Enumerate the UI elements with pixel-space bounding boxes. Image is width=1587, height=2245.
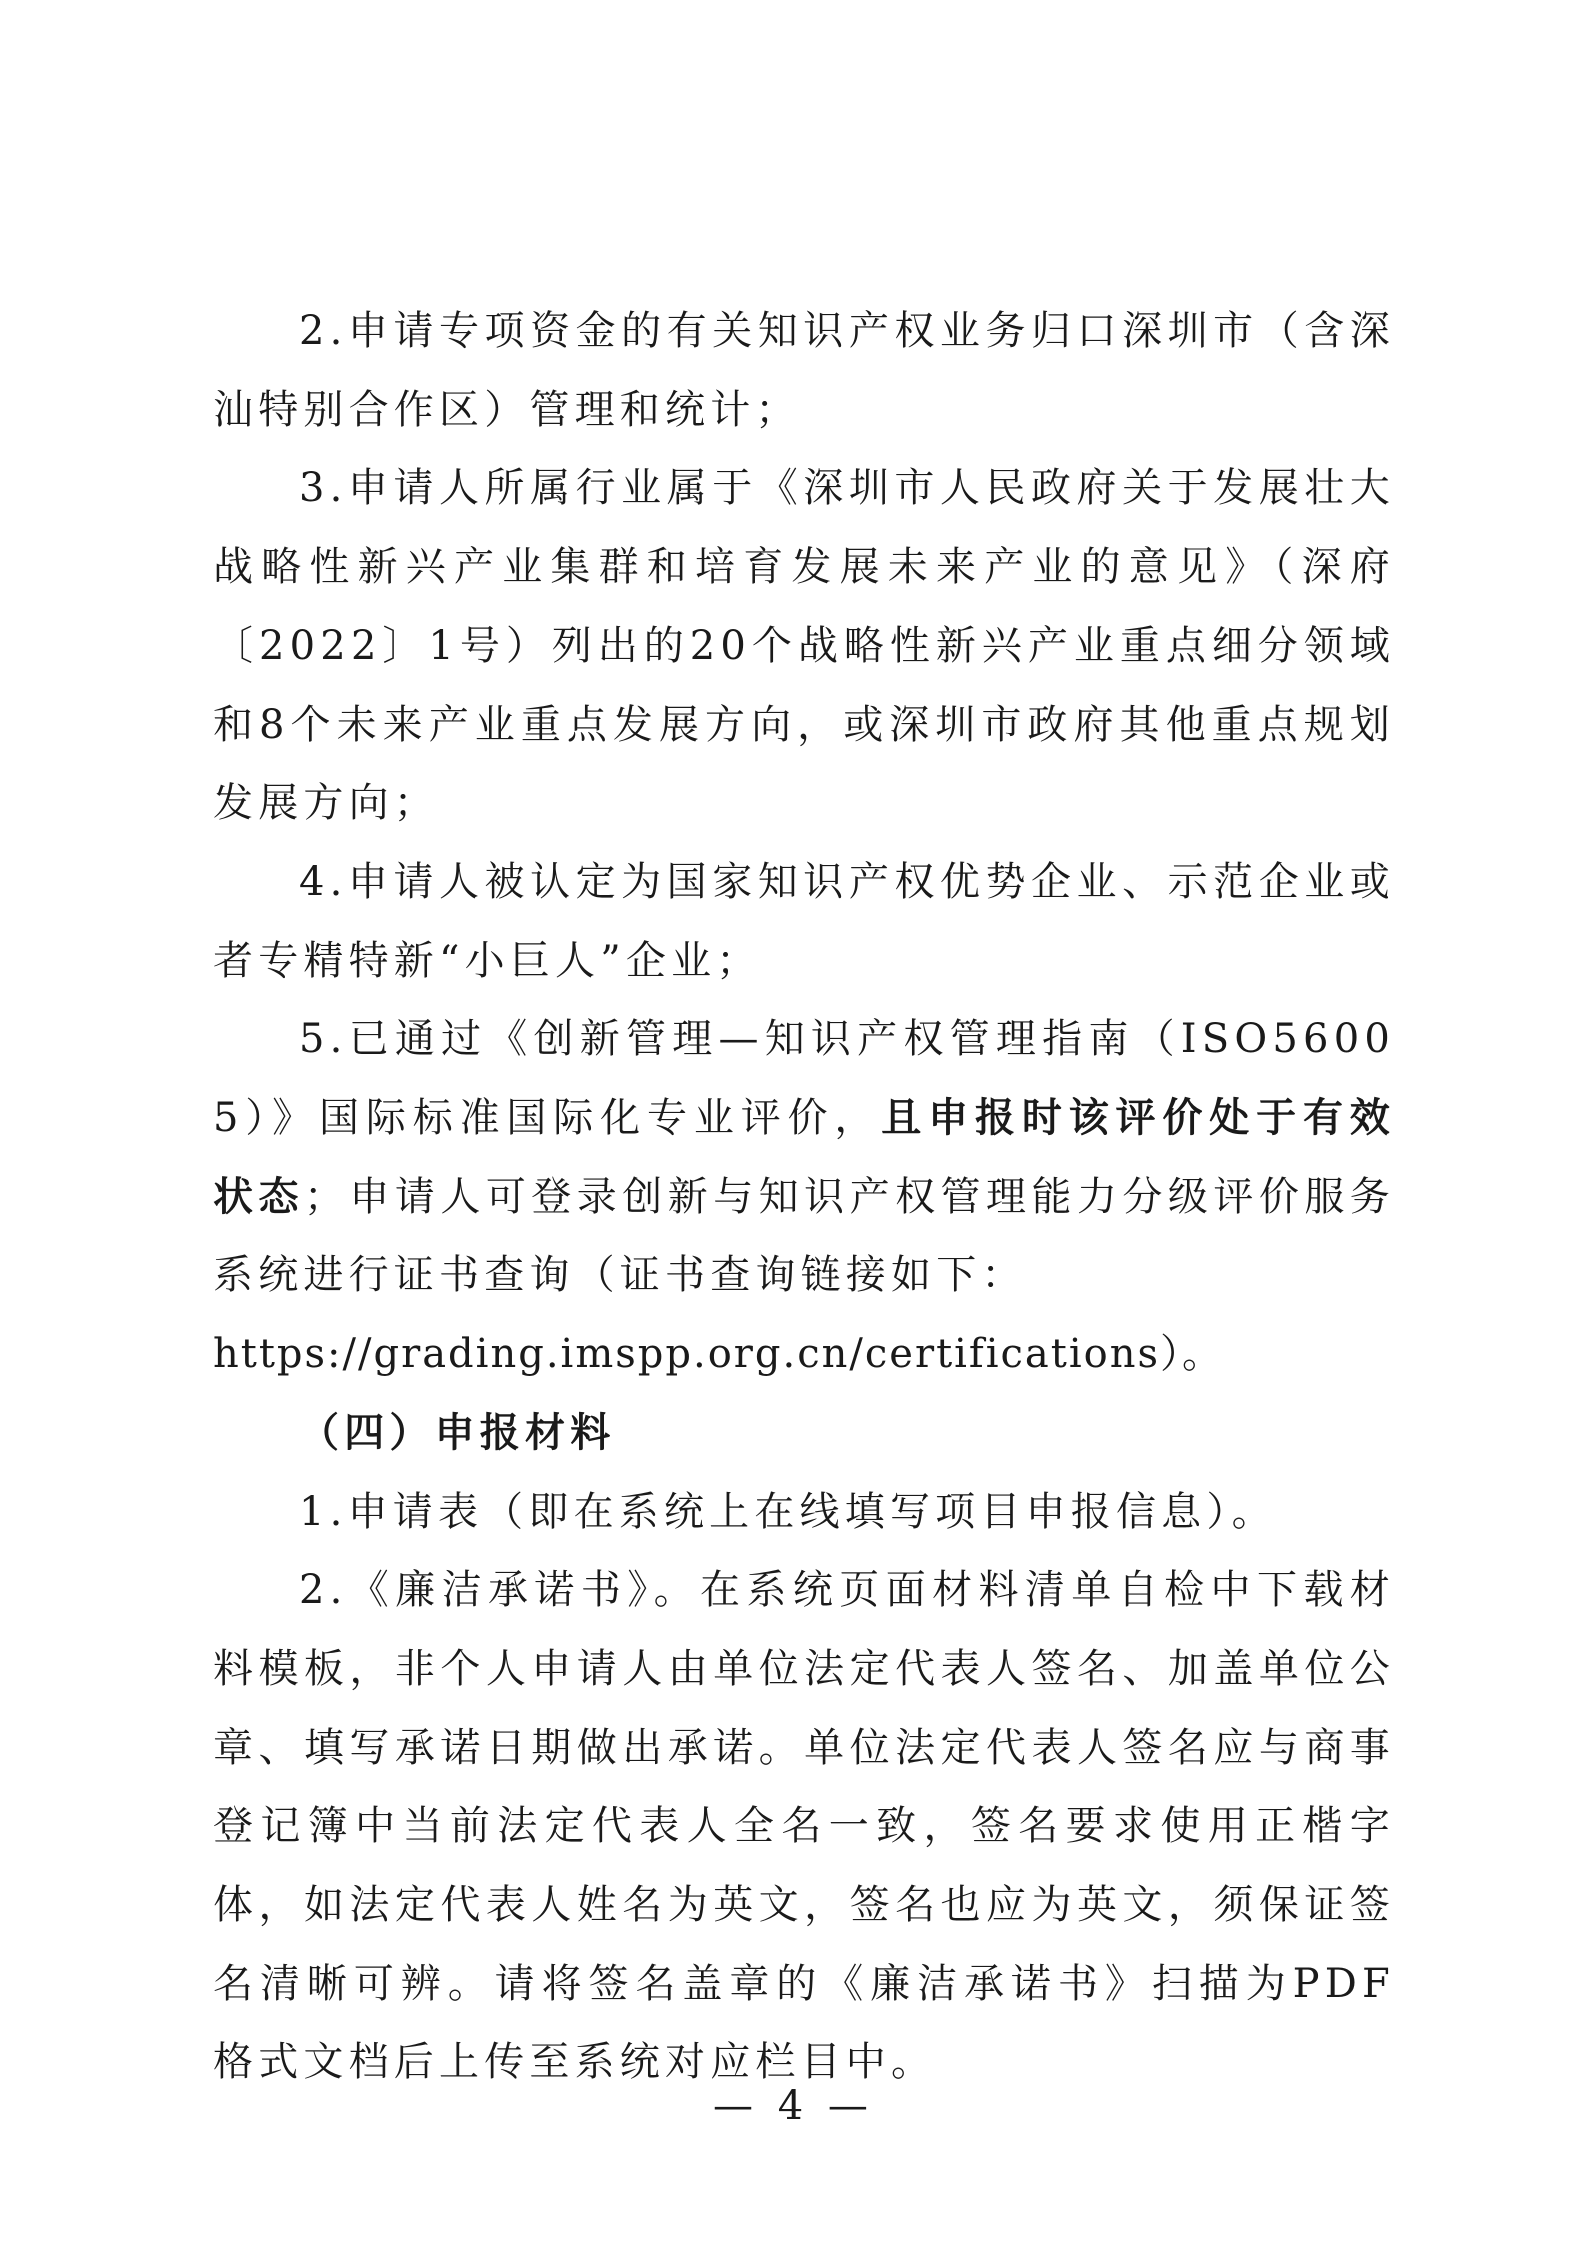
condition-item-3: 3.申请人所属行业属于《深圳市人民政府关于发展壮大战略性新兴产业集群和培育发展未来产业的意见》（深府〔2022〕1号）列出的20个战略性新兴产业重点细分领域和8个未来产业重点发展方向，或深圳市政府其他重点规划发展方向； — [213, 465, 1395, 827]
certificate-query-link: https://grading.imspp.org.cn/certifications）。 — [213, 1331, 1225, 1378]
material-item-1: 1.申请表（即在系统上在线填写项目申报信息）。 — [299, 1488, 1277, 1535]
condition-item-2: 2.申请专项资金的有关知识产权业务归口深圳市（含深汕特别合作区）管理和统计； — [213, 308, 1395, 433]
condition-item-4: 4.申请人被认定为国家知识产权优势企业、示范企业或者专精特新“小巨人”企业； — [213, 858, 1395, 984]
condition-item-5-text: 5.已通过《创新管理—知识产权管理指南（ISO56005）》国际标准国际化专业评价， — [213, 1016, 1395, 1142]
material-item-2: 2.《廉洁承诺书》。在系统页面材料清单自检中下载材料模板，非个人申请人由单位法定代表人签名、加盖单位公章、填写承诺日期做出承诺。单位法定代表人签名应与商事登记簿中当前法定代表人全名一致，签名要求使用正楷字体，如法定代表人姓名为英文，签名也应为英文，须保证签名清晰可辨。请将签名盖章的《廉洁承诺书》扫描为PDF格式文档后上传至系统对应栏目中。 — [213, 1567, 1395, 2086]
condition-item-5-text-end: ；申请人可登录创新与知识产权管理能力分级评价服务系统进行证书查询（证书查询链接如下： — [213, 1173, 1395, 1299]
section-heading-materials: （四）申报材料 — [299, 1408, 616, 1456]
document-body — [213, 292, 1395, 2102]
condition-item-5 — [213, 1000, 1395, 1315]
condition-item-5-bold-text: 且申报时该评价处于有效状态 — [213, 1094, 1396, 1220]
page-number: — 4 — — [713, 2083, 874, 2129]
